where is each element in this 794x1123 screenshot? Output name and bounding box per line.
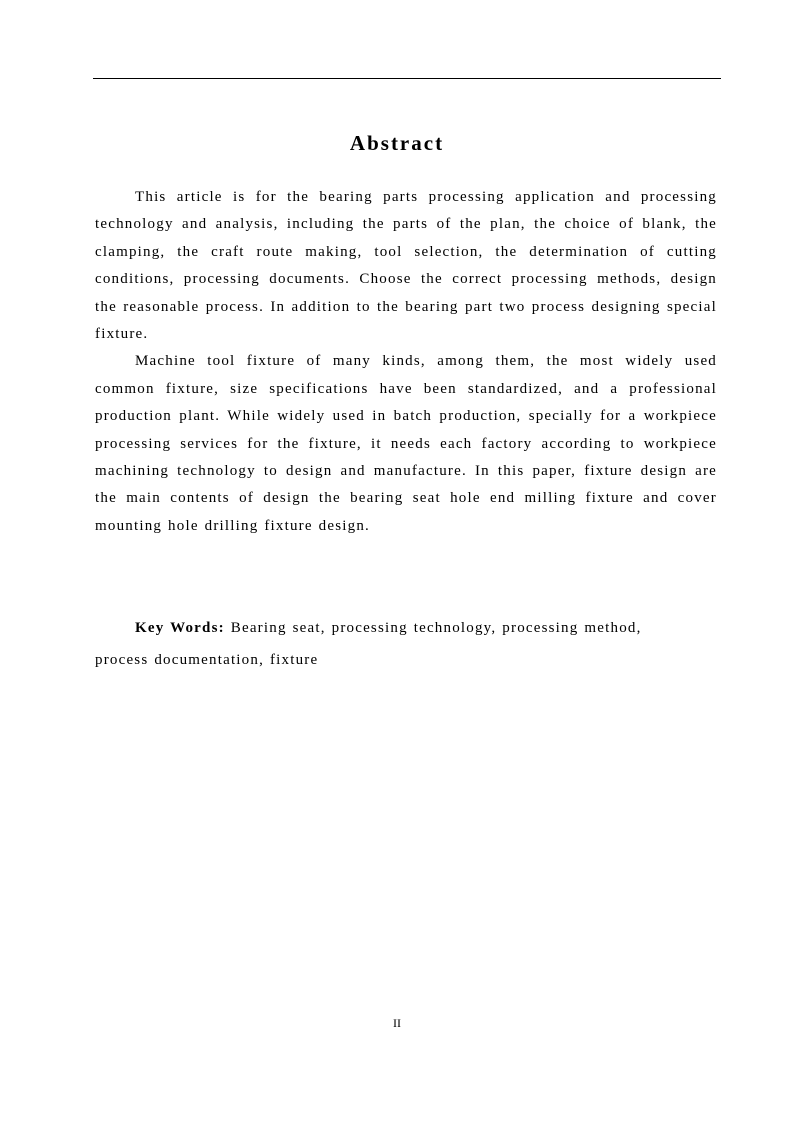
page-number: II xyxy=(393,1016,401,1030)
page-title: Abstract xyxy=(349,131,445,155)
abstract-body xyxy=(95,184,717,540)
keywords-section xyxy=(95,612,655,676)
abstract-paragraph-2: Machine tool fixture of many kinds, among them, the most widely used common fixture, size specifications have been standardized, and a professional production plant. While widely used in batch production, specially for a workpiece processing services for the fixture, it needs each factory according to workpiece machining technology to design and manufacture. In this paper, fixture design are the main contents of design the bearing seat hole end milling fixture and cover mounting hole drilling fixture design. xyxy=(95,353,717,534)
header-rule xyxy=(93,78,721,79)
keywords-label: Key Words: xyxy=(135,620,225,636)
keywords-text: Bearing seat, processing technology, processing method, process documentation, fixture xyxy=(95,620,642,668)
abstract-paragraph-1: This article is for the bearing parts processing application and processing technology and analysis, including the parts of the plan, the choice of blank, the clamping, the craft route making, tool selection, the determination of cutting conditions, processing documents. Choose the correct processing methods, design the reasonable process. In addition to the bearing part two process designing special fixture. xyxy=(95,189,717,343)
